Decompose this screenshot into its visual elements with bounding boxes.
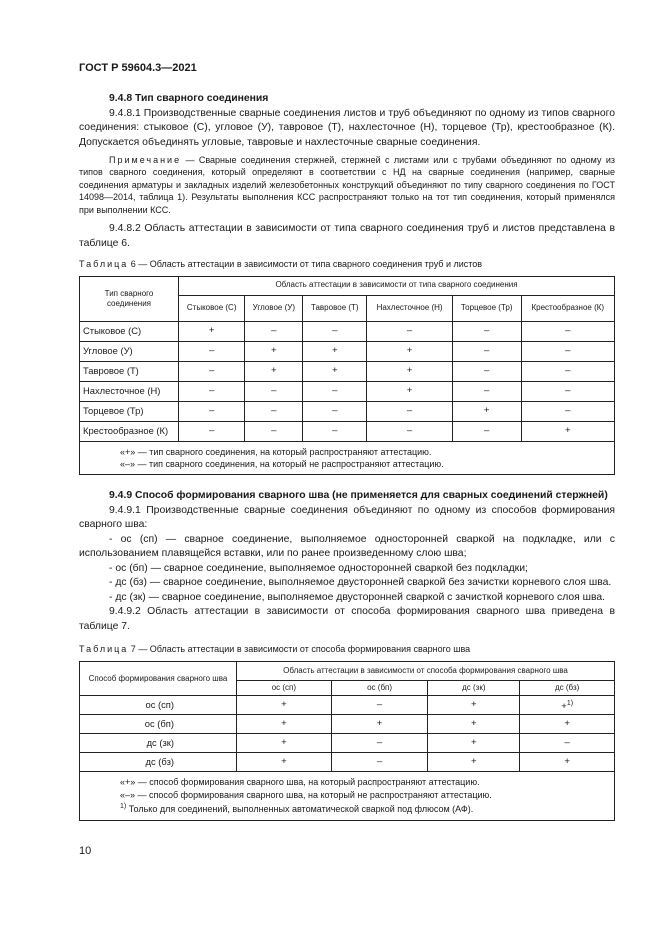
table6-caption-label: Таблица [79,259,129,270]
table-cell: + [179,321,245,341]
table-cell [331,734,428,753]
section-heading-9-4-8: 9.4.8 Тип сварного соединения [109,93,269,104]
table-cell: – [452,381,521,401]
table7-caption [79,642,615,657]
table-cell: + [303,341,367,361]
table-cell [428,734,520,753]
table7-caption-label: Таблица [79,644,129,655]
table6-col-header: Стыковое (С) [179,295,245,321]
row-label: ос (бп) [80,715,237,734]
footnote-mark: 1) [120,803,127,811]
note [79,154,615,216]
table-cell: – [179,361,245,381]
row-label: Торцевое (Тр) [80,401,179,421]
row-label: ос (сп) [80,696,237,715]
table-cell: – [303,321,367,341]
table-cell: + [521,421,614,441]
page-body [79,92,615,821]
cell-value: + [471,718,477,730]
cell-value: – [376,737,383,749]
table-row [80,734,615,753]
table-cell: – [521,321,614,341]
row-label: Угловое (У) [80,341,179,361]
table6-col-header: Крестообразное (К) [521,295,614,321]
table-cell [237,753,332,772]
paragraph-9-4-9-2: 9.4.9.2 Область аттестации в зависимости от способа формирования сварного шва приведена в таблице 7. [79,606,615,632]
paragraph-9-4-9-1: 9.4.9.1 Производственные сварные соединения объединяют по одному из способов формирования сварного шва: [79,504,615,531]
cell-value: + [471,699,477,711]
table-row [80,401,615,421]
table6-col-header: Нахлесточное (Н) [367,295,453,321]
table-cell: – [179,401,245,421]
cell-value: + [561,700,567,712]
cell-value: + [281,737,287,749]
section-heading-9-4-9: 9.4.9 Способ формирования сварного шва (не применяется для сварных соединений стержней) [109,490,608,502]
cell-value: + [471,756,477,768]
table-cell: – [521,361,614,381]
row-label: дс (зк) [80,734,237,753]
table-cell [331,715,428,734]
cell-value: + [471,737,477,749]
table-cell: – [452,361,521,381]
table-cell: – [179,421,245,441]
table7 [79,661,615,821]
table-cell [520,715,615,734]
paragraph-9-4-8-2: 9.4.8.2 Область аттестации в зависимости от типа сварного соединения труб и листов представлена в таблице 6. [79,223,615,249]
table-cell: + [245,341,303,361]
table6-col-header: Тавровое (Т) [303,295,367,321]
table-row [80,381,615,401]
table6-caption-text: 6 — Область аттестации в зависимости от типа сварного соединения труб и листов [128,259,483,270]
table-cell [237,734,332,753]
cell-value: + [564,718,570,730]
table-cell: – [245,401,303,421]
table-row [80,753,615,772]
table7-col-header: ос (сп) [237,680,332,696]
table6-group-header: Область аттестации в зависимости от типа сварного соединения [179,276,615,295]
table6-caption [79,257,615,272]
note-text: — Сварные соединения стержней, стержней с листами или с трубами объединяют по одному из типов сварного соединения, который определяют в соответствии с НД на сварные соединения (например, сварные соединения арматуры и закладных изделий железобетонных конструкций объединяют по типу сварного соединения по ГОСТ 14098—2014, таблица 1). Результаты выполнения КСС распространяют только на тот тип соединения, который применялся при выполнении КСС. [79,155,615,215]
table7-col-header: ос (бп) [331,680,428,696]
table-cell [428,753,520,772]
table-row [80,696,615,715]
table-cell: – [452,421,521,441]
table-cell: – [521,401,614,421]
table6-col-header: Угловое (У) [245,295,303,321]
table6-col-header: Торцевое (Тр) [452,295,521,321]
table-cell: – [245,381,303,401]
table6 [79,276,615,476]
footnote-ref: 1) [566,699,574,707]
list-item: - ос (бп) — сварное соединение, выполняемое односторонней сваркой без подкладки; [109,562,528,574]
row-label: Крестообразное (К) [80,421,179,441]
table-cell [237,696,332,715]
page-number: 10 [79,845,92,857]
table-cell: – [367,321,453,341]
table6-legend-plus: «+» — тип сварного соединения, на который распространяют аттестацию. [120,446,432,457]
table7-col-header: дс (зк) [428,680,520,696]
table-cell: – [452,321,521,341]
note-label: Примечание [109,155,182,165]
paragraph-9-4-8-1: 9.4.8.1 Производственные сварные соединения листов и труб объединяют по одному из типов сварного соединения: стыковое (С), угловое (У), тавровое (Т), нахлесточное (Н), торцевое (Тр), крестообразное (К). Допускается объединять угловые, тавровые и нахлесточные сварные соединения. [79,107,615,148]
row-label: Нахлесточное (Н) [80,381,179,401]
table-row [80,715,615,734]
table-cell: – [521,381,614,401]
table-cell: + [303,361,367,381]
table-cell [520,696,615,715]
cell-value: – [376,756,383,768]
table-cell [520,734,615,753]
table-cell: – [179,381,245,401]
list-item: - ос (сп) — сварное соединение, выполняемое односторонней сваркой на подкладке, или с использованием плавящейся вставки, или по ранее произведенному слою шва; [79,533,615,560]
table7-legend-plus: «+» — способ формирования сварного шва, на который распространяют аттестацию. [120,777,480,788]
table-cell: – [245,321,303,341]
list-item: - дс (бз) — сварное соединение, выполняемое двусторонней сваркой без зачистки корневого слоя шва. [109,577,612,589]
table-cell [331,753,428,772]
table-cell: – [521,341,614,361]
table-row [80,421,615,441]
table-row [80,341,615,361]
table-cell [237,715,332,734]
row-label: Тавровое (Т) [80,361,179,381]
cell-value: + [281,756,287,768]
page-header: ГОСТ Р 59604.3—2021 [79,62,197,74]
table-cell [331,696,428,715]
table6-legend [80,441,615,475]
table-cell: – [179,341,245,361]
table-cell: – [367,421,453,441]
table-cell: + [367,341,453,361]
table-cell [520,753,615,772]
table-row [80,361,615,381]
table6-legend-minus: «–» — тип сварного соединения, на который не распространяют аттестацию. [120,458,444,469]
table-cell: – [367,401,453,421]
table6-corner-header: Тип сварного соединения [80,276,179,321]
cell-value: + [281,718,287,730]
cell-value: + [376,718,383,730]
table-cell: + [367,361,453,381]
cell-value: – [564,737,570,749]
table-cell: + [452,401,521,421]
table-cell: – [452,341,521,361]
cell-value: – [376,699,383,711]
table7-legend [80,772,615,820]
table-row [80,321,615,341]
table-cell [428,715,520,734]
list-item: - дс (зк) — сварное соединение, выполняемое двусторонней сваркой с зачисткой корневого слоя шва. [109,591,606,603]
table-cell: – [245,421,303,441]
table-cell [428,696,520,715]
cell-value: + [564,756,570,768]
table-cell: + [245,361,303,381]
table7-corner-header: Способ формирования сварного шва [80,661,237,696]
table-cell: + [367,381,453,401]
table7-caption-text: 7 — Область аттестации в зависимости от способа формирования сварного шва [128,644,471,655]
table7-col-header: дс (бз) [520,680,615,696]
table7-legend-minus: «–» — способ формирования сварного шва, на который не распространяют аттестацию. [120,789,492,800]
cell-value: + [281,699,287,711]
table-cell: – [303,401,367,421]
row-label: дс (бз) [80,753,237,772]
row-label: Стыковое (С) [80,321,179,341]
table7-footnote [120,801,611,815]
table7-group-header: Область аттестации в зависимости от способа формирования сварного шва [237,661,615,680]
table-cell: – [303,421,367,441]
table-cell: – [303,381,367,401]
footnote-text: Только для соединений, выполненных автоматической сваркой под флюсом (АФ). [126,804,474,815]
